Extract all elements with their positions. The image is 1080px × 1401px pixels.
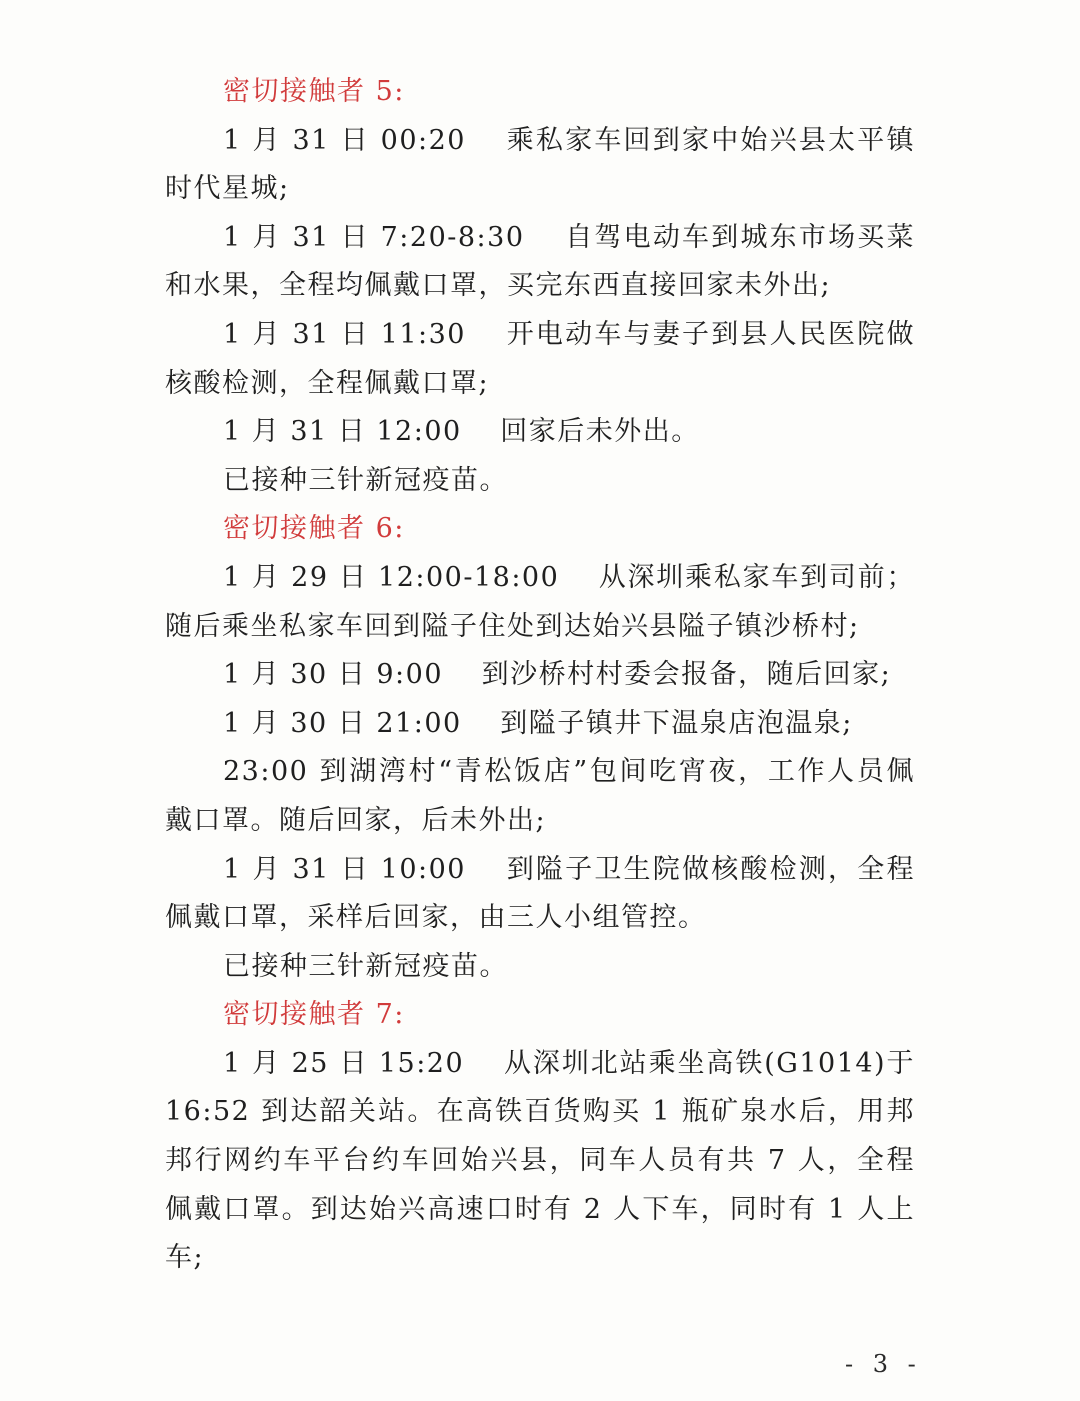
contact-6-entry-4: 23:00 到湖湾村“青松饭店”包间吃宵夜，工作人员佩戴口罩。随后回家，后未外出; xyxy=(165,756,915,836)
contact-7-entry-1: 1 月 25 日 15:20 从深圳北站乘坐高铁(G1014)于 16:52 到达韶关站。在高铁百货购买 1 瓶矿泉水后，用邦邦行网约车平台约车回始兴县，同车人员有共 7 人，全程佩戴口罩。到达始兴高速口时有 2 人下车，同时有 1 人上车; xyxy=(165,1047,915,1274)
contact-5-entry-1: 1 月 31 日 00:20 乘私家车回到家中始兴县太平镇时代星城; xyxy=(165,124,915,205)
contact-5-heading: 密切接触者 5: xyxy=(223,76,405,107)
contact-5-entry-3: 1 月 31 日 11:30 开电动车与妻子到县人民医院做核酸检测，全程佩戴口罩; xyxy=(165,318,915,399)
contact-5-entry-4: 1 月 31 日 12:00 回家后未外出。 xyxy=(223,416,700,448)
contact-6-entry-3: 1 月 30 日 21:00 到隘子镇井下温泉店泡温泉; xyxy=(223,707,853,739)
document-body xyxy=(165,68,915,1283)
contact-6-entry-1: 1 月 29 日 12:00-18:00 从深圳乘私家车到司前；随后乘坐私家车回到隘子住处到达始兴县隘子镇沙桥村; xyxy=(165,561,915,642)
contact-6-vaccine-note: 已接种三针新冠疫苗。 xyxy=(223,950,508,982)
contact-7-heading: 密切接触者 7: xyxy=(223,999,405,1031)
page-number: - 3 - xyxy=(845,1350,922,1378)
contact-5-entry-2: 1 月 31 日 7:20-8:30 自驾电动车到城东市场买菜和水果，全程均佩戴口罩，买完东西直接回家未外出; xyxy=(165,221,915,302)
contact-6-heading: 密切接触者 6: xyxy=(223,513,405,545)
contact-6-entry-5: 1 月 31 日 10:00 到隘子卫生院做核酸检测，全程佩戴口罩，采样后回家，由三人小组管控。 xyxy=(165,853,915,934)
contact-6-entry-2: 1 月 30 日 9:00 到沙桥村村委会报备，随后回家; xyxy=(223,659,892,691)
contact-5-vaccine-note: 已接种三针新冠疫苗。 xyxy=(223,464,508,496)
